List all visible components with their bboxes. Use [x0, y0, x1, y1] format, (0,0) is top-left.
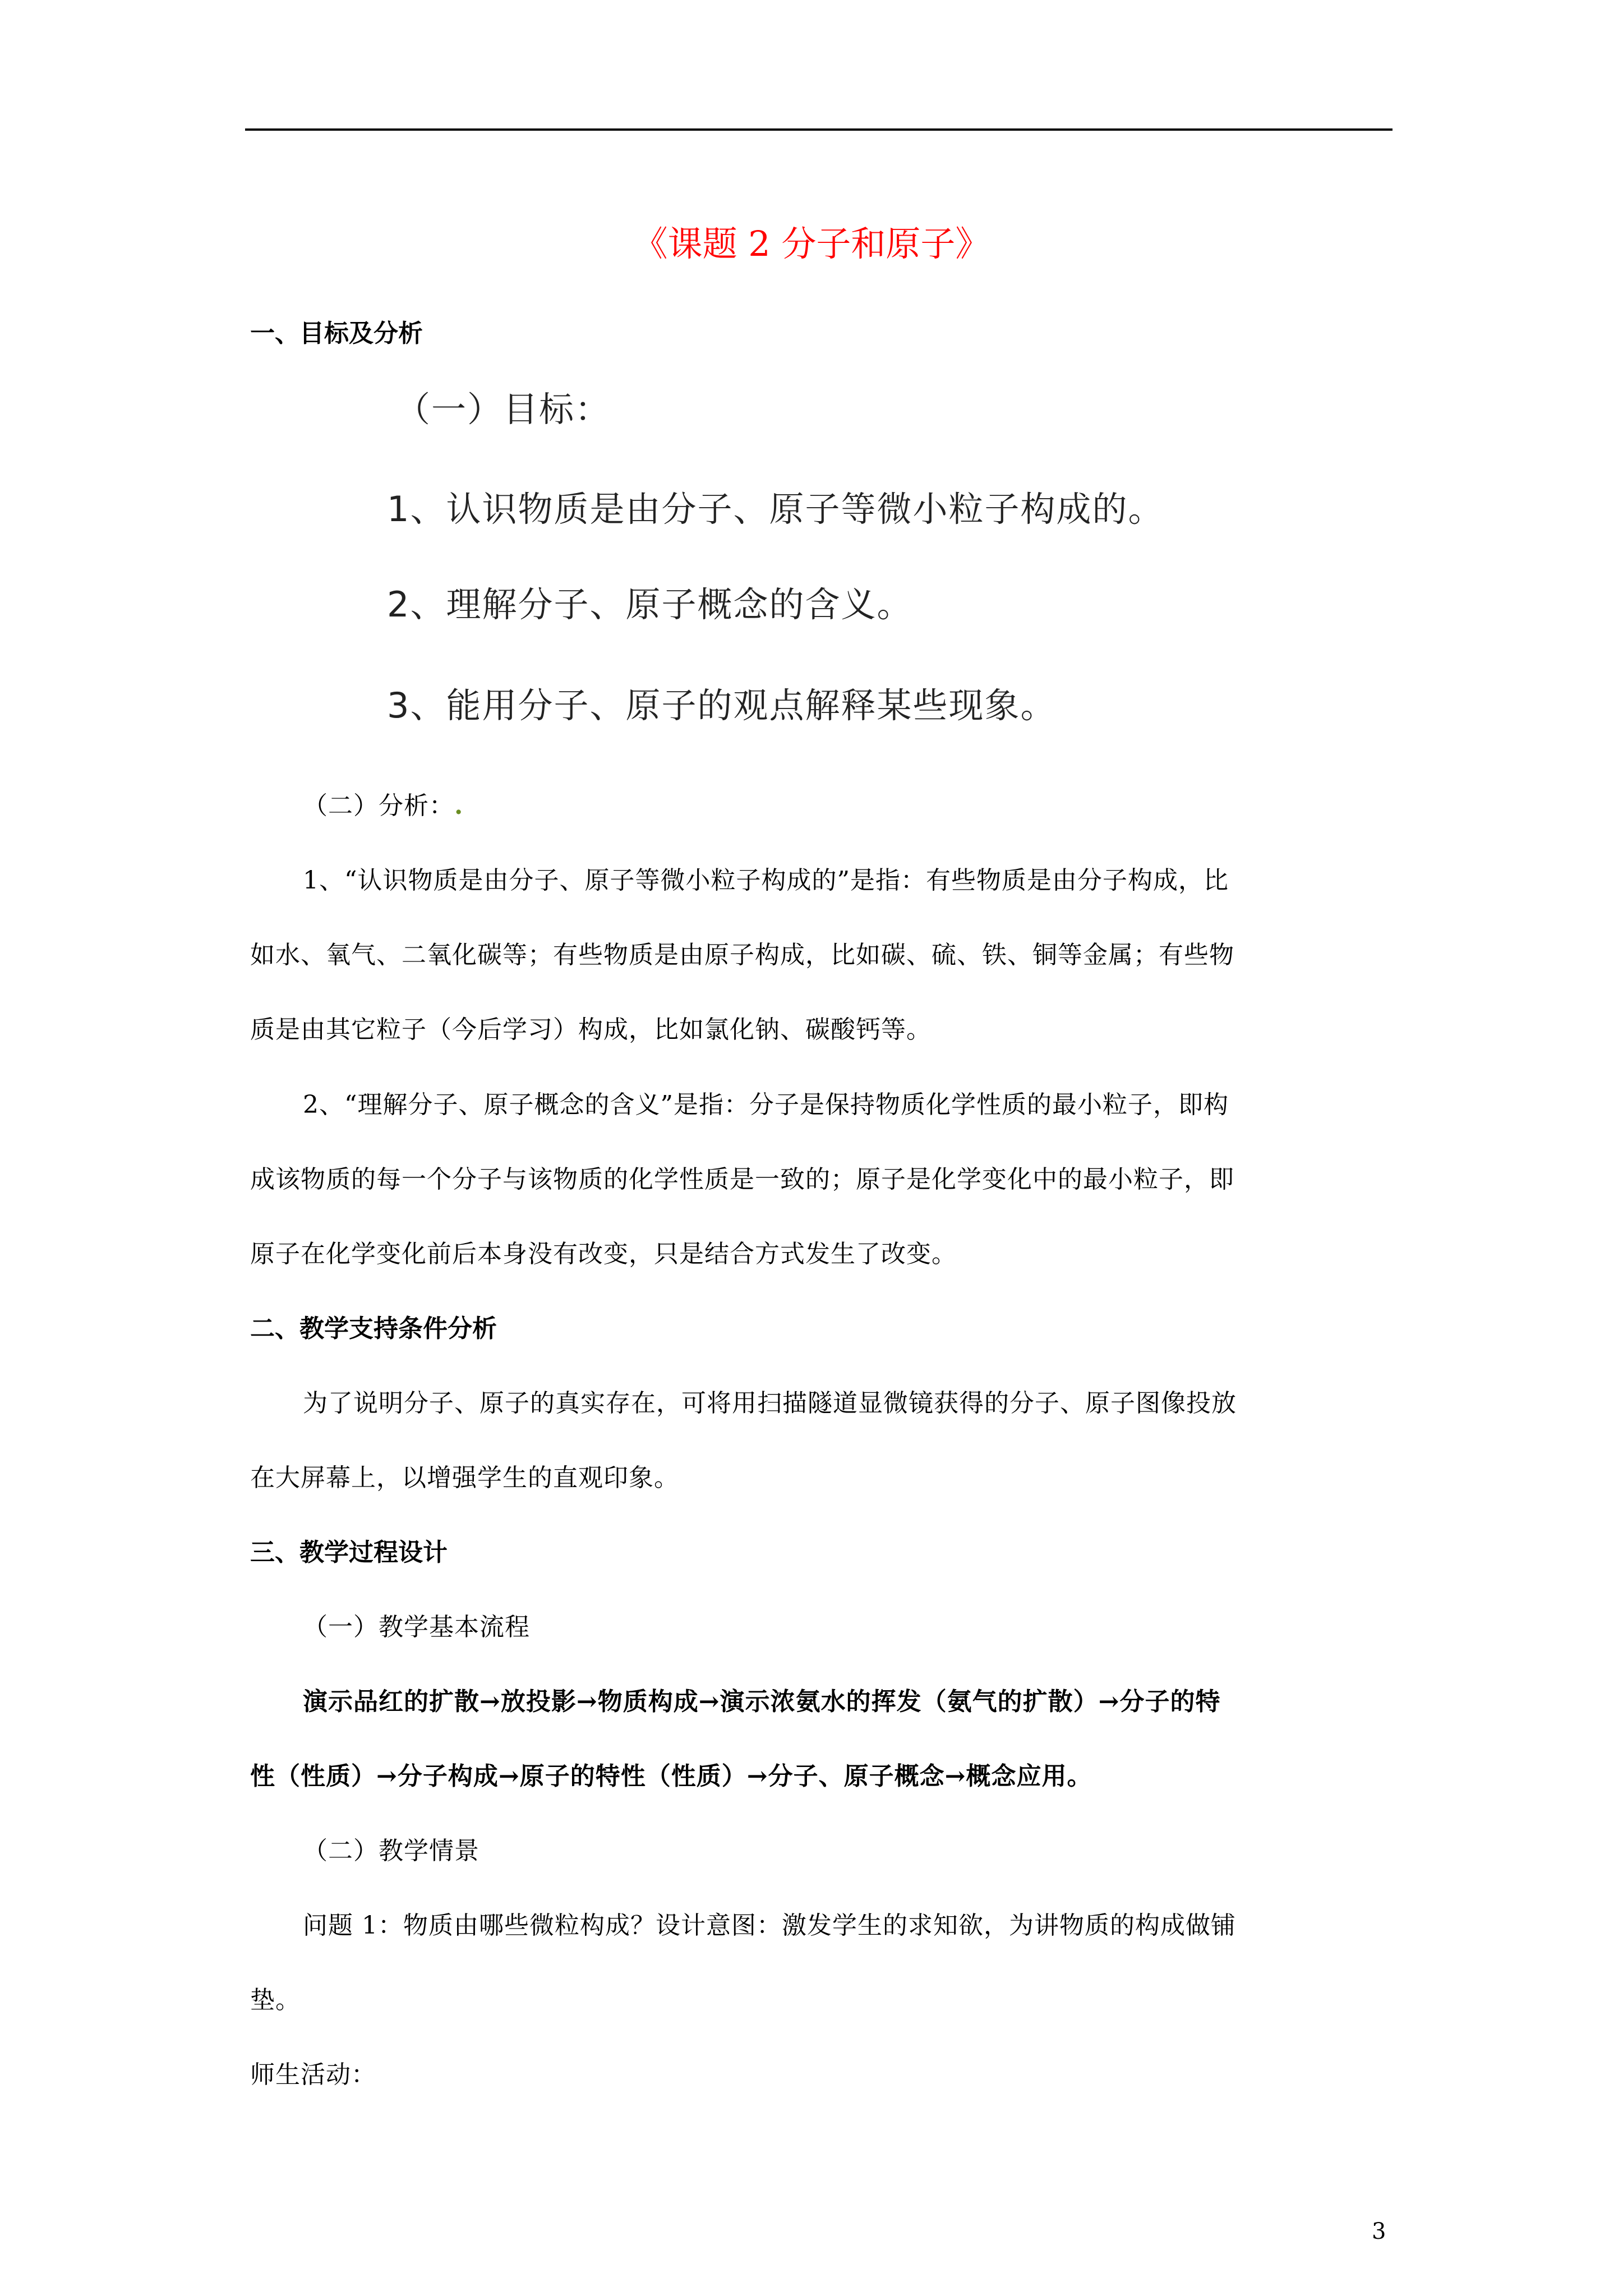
question-line: 问题 1：物质由哪些微粒构成？设计意图：激发学生的求知欲，为讲物质的构成做铺 — [303, 1911, 1236, 1940]
flow-heading: （一）教学基本流程 — [303, 1613, 530, 1641]
scene-heading: （二）教学情景 — [303, 1837, 479, 1865]
flow-line: 性（性质）→分子构成→原子的特性（性质）→分子、原子概念→概念应用。 — [250, 1762, 1092, 1791]
analysis-paragraph-line: 2、“理解分子、原子概念的含义”是指：分子是保持物质化学性质的最小粒子，即构 — [303, 1091, 1229, 1119]
flow-line: 演示品红的扩散→放投影→物质构成→演示浓氨水的挥发（氨气的扩散）→分子的特 — [303, 1687, 1221, 1716]
analysis-paragraph-line: 原子在化学变化前后本身没有改变，只是结合方式发生了改变。 — [250, 1240, 957, 1268]
section-heading-goals: 一、目标及分析 — [250, 319, 423, 348]
goals-image-title: （一）目标： — [395, 389, 611, 430]
analysis-paragraph-line: 1、“认识物质是由分子、原子等微小粒子构成的”是指：有些物质是由分子构成，比 — [303, 866, 1229, 895]
analysis-dot: . — [454, 792, 464, 820]
goal-item: 1、认识物质是由分子、原子等微小粒子构成的。 — [387, 489, 1164, 530]
analysis-heading: （二）分析：. — [303, 792, 464, 820]
support-paragraph-line: 在大屏幕上，以增强学生的直观印象。 — [250, 1464, 679, 1492]
section-heading-support: 二、教学支持条件分析 — [250, 1314, 497, 1343]
analysis-paragraph-line: 如水、氧气、二氧化碳等；有些物质是由原子构成，比如碳、硫、铁、铜等金属；有些物 — [250, 941, 1234, 969]
support-paragraph-line: 为了说明分子、原子的真实存在，可将用扫描隧道显微镜获得的分子、原子图像投放 — [303, 1389, 1237, 1418]
page-number: 3 — [1372, 2219, 1386, 2244]
activity-label: 师生活动： — [250, 2060, 376, 2089]
goal-item: 3、能用分子、原子的观点解释某些现象。 — [387, 685, 1057, 726]
analysis-paragraph-line: 质是由其它粒子（今后学习）构成，比如氯化钠、碳酸钙等。 — [250, 1015, 932, 1044]
question-line: 垫。 — [250, 1986, 301, 2014]
header-rule — [245, 128, 1393, 131]
analysis-paragraph-line: 成该物质的每一个分子与该物质的化学性质是一致的；原子是化学变化中的最小粒子，即 — [250, 1165, 1234, 1194]
section-heading-process: 三、教学过程设计 — [250, 1538, 448, 1567]
document-title: 《课题 2 分子和原子》 — [633, 223, 990, 264]
goal-item: 2、理解分子、原子概念的含义。 — [387, 584, 913, 625]
